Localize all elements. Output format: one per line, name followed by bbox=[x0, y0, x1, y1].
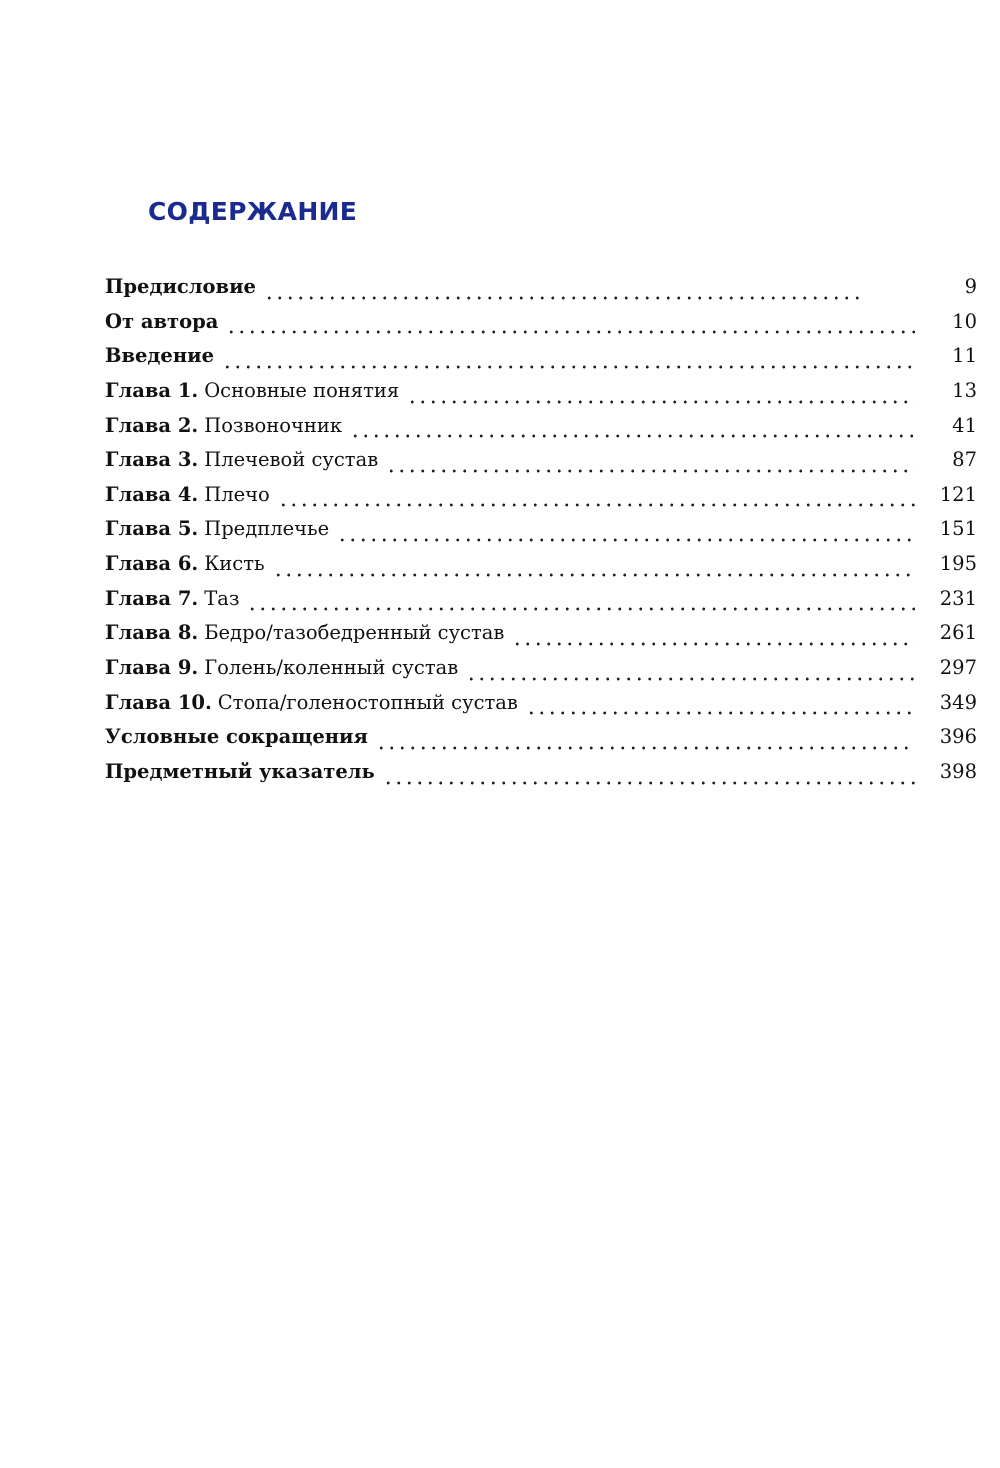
toc-chapter-name: Плечевой сустав bbox=[204, 448, 379, 472]
toc-chapter-number: Глава 6. bbox=[105, 552, 199, 576]
toc-chapter-name: Основные понятия bbox=[204, 378, 400, 402]
toc-entry-label: От автора bbox=[105, 309, 219, 333]
toc-entry-chapter-9 bbox=[105, 656, 977, 691]
toc-chapter-name: Таз bbox=[204, 586, 240, 610]
dot-leader bbox=[247, 607, 915, 611]
toc-entry-chapter-8 bbox=[105, 621, 977, 656]
toc-chapter-number: Глава 10. bbox=[105, 690, 212, 714]
toc-page-number: 231 bbox=[939, 586, 977, 610]
dot-leader bbox=[264, 296, 865, 300]
dot-leader bbox=[383, 781, 915, 785]
toc-entry-chapter-2 bbox=[105, 414, 977, 449]
toc-page-number: 13 bbox=[952, 378, 977, 402]
toc-entry-label: Предисловие bbox=[105, 275, 256, 298]
page-title: СОДЕРЖАНИЕ bbox=[148, 197, 358, 226]
toc-entry-label: Предметный указатель bbox=[105, 759, 375, 783]
toc-entry-label: Введение bbox=[105, 344, 214, 368]
dot-leader bbox=[386, 469, 915, 473]
toc-page-number: 195 bbox=[939, 552, 977, 576]
toc-page-number: 11 bbox=[952, 344, 977, 368]
dot-leader bbox=[273, 573, 915, 577]
toc-chapter-name: Кисть bbox=[204, 552, 265, 576]
toc-chapter-number: Глава 2. bbox=[105, 413, 199, 437]
toc-entry-chapter-4 bbox=[105, 483, 977, 518]
toc-chapter-name: Бедро/тазобедренный сустав bbox=[204, 621, 505, 645]
dot-leader bbox=[222, 365, 915, 369]
toc-page-number: 297 bbox=[939, 656, 977, 680]
dot-leader bbox=[466, 677, 915, 681]
toc-page-number: 41 bbox=[952, 413, 977, 437]
toc-chapter-number: Глава 7. bbox=[105, 586, 199, 610]
toc-entry-abbreviations bbox=[105, 725, 977, 760]
toc-entry-chapter-10 bbox=[105, 691, 977, 726]
toc-chapter-number: Глава 9. bbox=[105, 656, 199, 680]
toc-chapter-number: Глава 1. bbox=[105, 378, 199, 402]
toc-page-number: 398 bbox=[939, 759, 977, 783]
toc-entry-from-author bbox=[105, 310, 977, 345]
toc-entry-introduction bbox=[105, 344, 977, 379]
toc-entry-chapter-5 bbox=[105, 517, 977, 552]
toc-chapter-number: Глава 4. bbox=[105, 482, 199, 506]
toc-page-number: 121 bbox=[939, 482, 977, 506]
table-of-contents bbox=[105, 275, 977, 795]
toc-page-number: 261 bbox=[939, 621, 977, 645]
toc-chapter-name: Стопа/голеностопный сустав bbox=[217, 690, 518, 714]
dot-leader bbox=[278, 503, 915, 507]
toc-chapter-name: Позвоночник bbox=[204, 413, 343, 437]
dot-leader bbox=[526, 711, 915, 715]
dot-leader bbox=[512, 642, 915, 646]
toc-page-number: 349 bbox=[939, 690, 977, 714]
toc-entry-chapter-6 bbox=[105, 552, 977, 587]
toc-entry-subject-index bbox=[105, 760, 977, 795]
toc-entry-chapter-1 bbox=[105, 379, 977, 414]
toc-page-number: 87 bbox=[952, 448, 977, 472]
dot-leader bbox=[337, 538, 915, 542]
dot-leader bbox=[376, 746, 915, 750]
dot-leader bbox=[226, 330, 915, 334]
dot-leader bbox=[407, 400, 915, 404]
toc-entry-label: Условные сокращения bbox=[105, 725, 368, 749]
toc-page-number: 396 bbox=[939, 725, 977, 749]
toc-entry-chapter-3 bbox=[105, 448, 977, 483]
toc-chapter-name: Голень/коленный сустав bbox=[204, 656, 459, 680]
toc-chapter-number: Глава 5. bbox=[105, 517, 199, 541]
toc-chapter-number: Глава 3. bbox=[105, 448, 199, 472]
toc-entry-preface bbox=[105, 275, 977, 310]
toc-chapter-number: Глава 8. bbox=[105, 621, 199, 645]
toc-page-number: 151 bbox=[939, 517, 977, 541]
dot-leader bbox=[350, 434, 915, 438]
toc-chapter-name: Плечо bbox=[204, 482, 270, 506]
toc-entry-chapter-7 bbox=[105, 587, 977, 622]
toc-page-number: 10 bbox=[952, 309, 977, 333]
toc-page-number: 9 bbox=[964, 275, 977, 298]
toc-chapter-name: Предплечье bbox=[204, 517, 330, 541]
